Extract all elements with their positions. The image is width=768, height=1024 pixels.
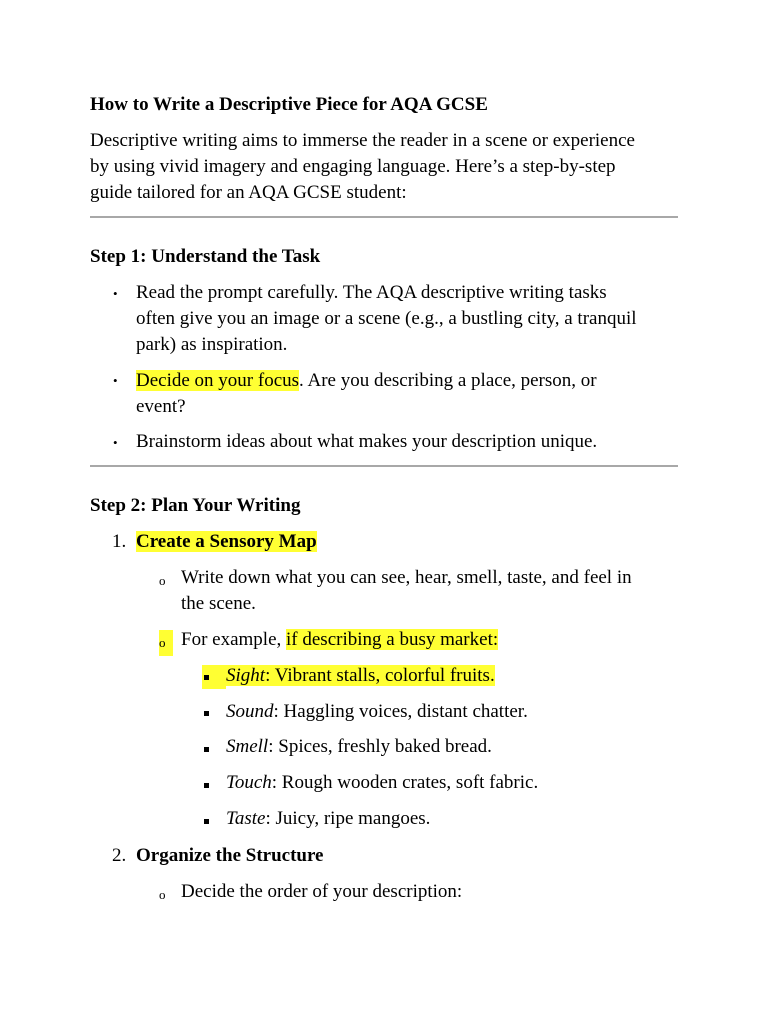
sense-item-sight — [226, 663, 495, 689]
sense-item-touch — [226, 770, 538, 796]
document-title: How to Write a Descriptive Piece for AQA GCSE — [90, 94, 488, 115]
intro-line-1: Descriptive writing aims to immerse the reader in a scene or experience — [90, 130, 635, 151]
sense-term: Sight — [226, 665, 266, 686]
bullet-icon: • — [113, 286, 118, 301]
highlighted-text: Create a Sensory Map — [136, 531, 317, 552]
step2-heading: Step 2: Plan Your Writing — [90, 495, 301, 516]
step1-bullet2-line1 — [136, 368, 597, 394]
square-bullet-icon — [204, 783, 209, 788]
sense-desc: : Vibrant stalls, colorful fruits. — [265, 665, 495, 686]
step1-bullet1-line2: often give you an image or a scene (e.g., a bustling city, a tranquil — [136, 308, 637, 329]
step2-sub3: Decide the order of your description: — [181, 881, 463, 902]
sense-item-sound — [226, 699, 528, 725]
highlighted-text: if describing a busy market: — [286, 629, 499, 650]
bullet-icon: • — [113, 373, 118, 388]
step1-bullet2-line2: event? — [136, 396, 186, 417]
sense-item-smell — [226, 734, 492, 760]
step2-item1-label — [136, 529, 317, 555]
step2-item2-label: Organize the Structure — [136, 845, 324, 866]
step2-sub2-prefix: For example, — [181, 629, 287, 650]
square-bullet-icon — [204, 819, 209, 824]
circle-bullet-icon: o — [159, 887, 166, 902]
circle-bullet-icon: o — [159, 630, 173, 656]
list-number: 1. — [112, 531, 127, 552]
step1-heading: Step 1: Understand the Task — [90, 246, 321, 267]
sense-term: Taste — [226, 808, 266, 829]
list-number: 2. — [112, 845, 127, 866]
sense-term: Sound — [226, 701, 274, 722]
sense-item-taste — [226, 806, 430, 832]
sense-desc: : Spices, freshly baked bread. — [268, 736, 492, 757]
step2-sub2 — [181, 627, 498, 653]
step1-bullet2-rest: . Are you describing a place, person, or — [299, 370, 597, 391]
step2-sub1-line2: the scene. — [181, 593, 256, 614]
sense-term: Touch — [226, 772, 272, 793]
sense-desc: : Rough wooden crates, soft fabric. — [271, 772, 539, 793]
square-bullet-icon — [204, 747, 209, 752]
square-bullet-icon — [204, 711, 209, 716]
circle-bullet-icon: o — [159, 573, 166, 588]
horizontal-rule — [90, 216, 678, 218]
sense-term: Smell — [226, 736, 269, 757]
step1-bullet1-line3: park) as inspiration. — [136, 334, 288, 355]
step1-bullet1-line1: Read the prompt carefully. The AQA descriptive writing tasks — [136, 282, 607, 303]
bullet-icon: • — [113, 435, 118, 450]
sense-desc: : Juicy, ripe mangoes. — [265, 808, 431, 829]
sense-desc: : Haggling voices, distant chatter. — [273, 701, 528, 722]
horizontal-rule — [90, 465, 678, 467]
highlighted-text: Decide on your focus — [136, 370, 300, 391]
step1-bullet3: Brainstorm ideas about what makes your description unique. — [136, 431, 598, 452]
step2-sub1-line1: Write down what you can see, hear, smell, taste, and feel in — [181, 567, 632, 588]
intro-line-3: guide tailored for an AQA GCSE student: — [90, 182, 407, 203]
square-bullet-icon — [204, 675, 209, 680]
intro-line-2: by using vivid imagery and engaging language. Here’s a step-by-step — [90, 156, 616, 177]
